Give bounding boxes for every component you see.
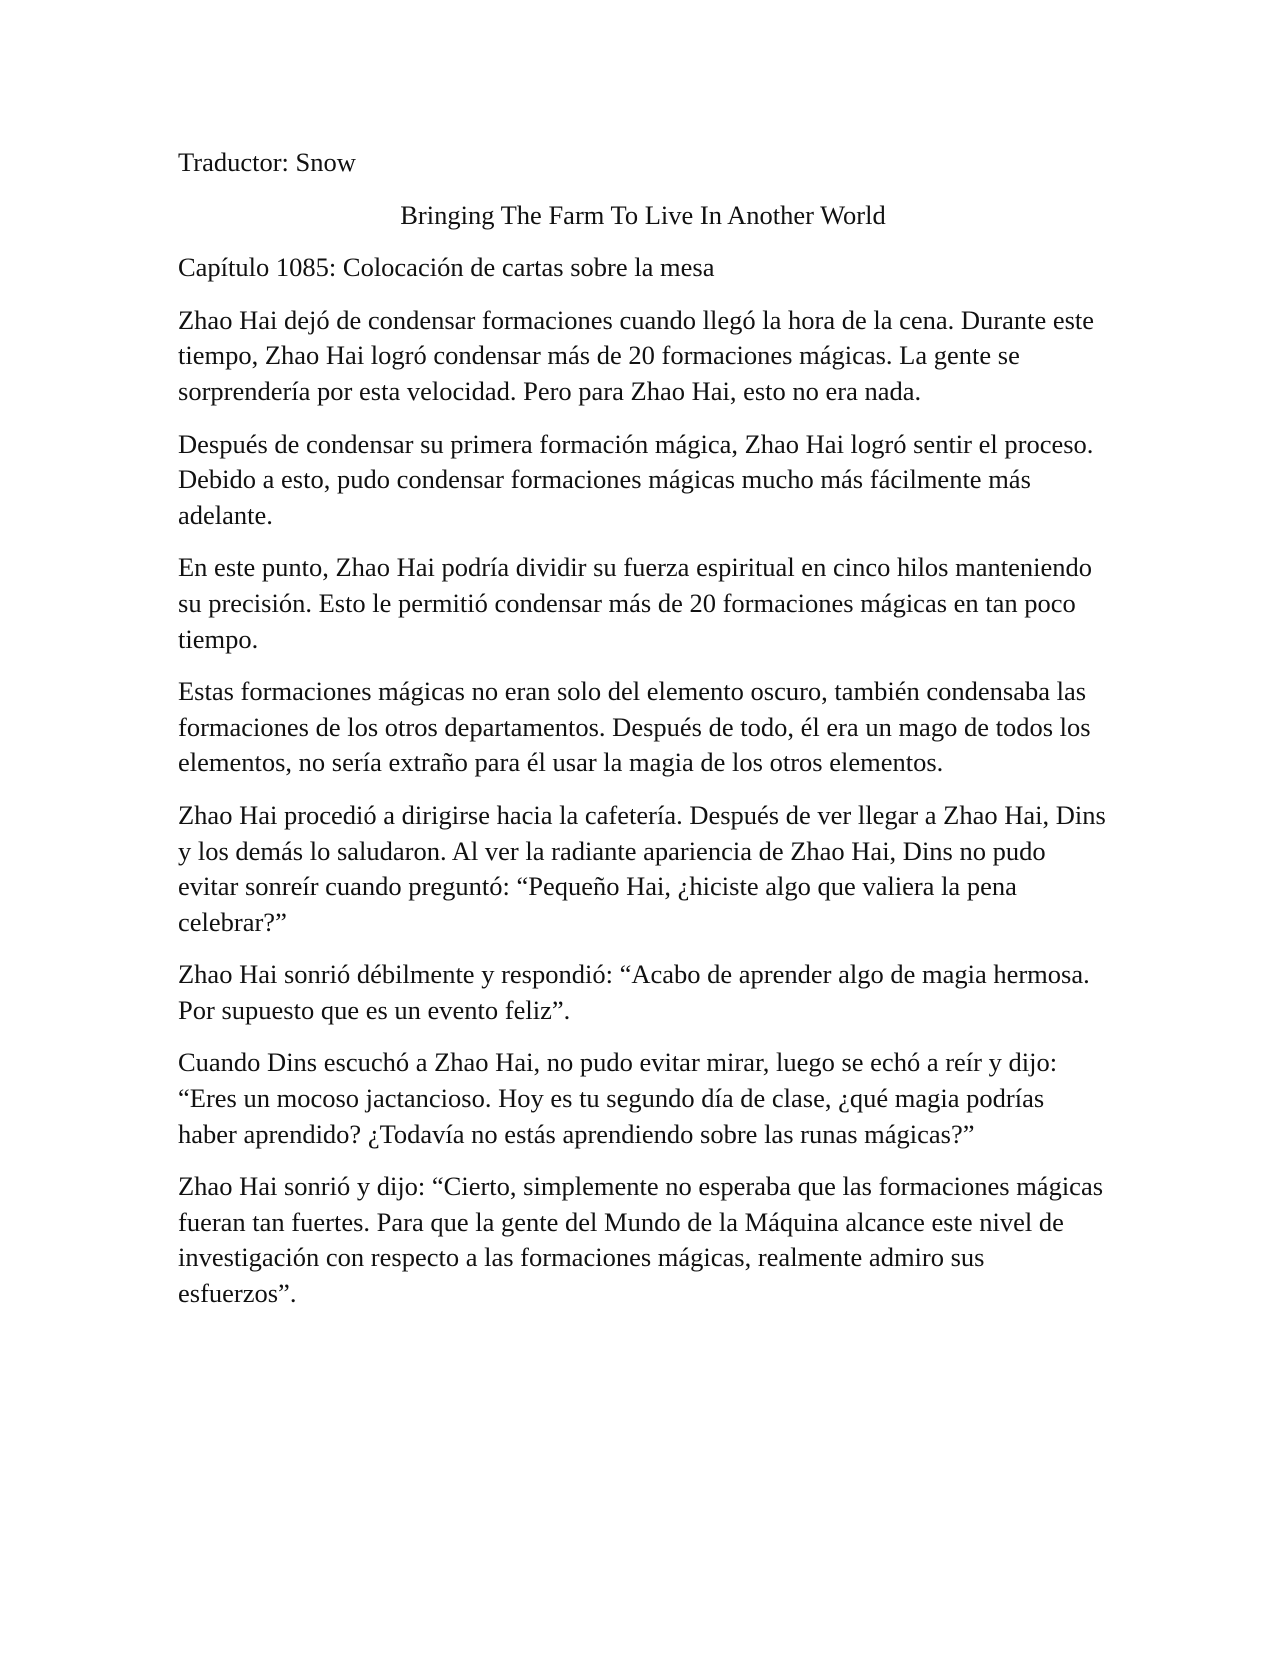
chapter-title: Capítulo 1085: Colocación de cartas sobre la mesa: [178, 252, 715, 283]
paragraph: En este punto, Zhao Hai podría dividir su fuerza espiritual en cinco hilos manteniendo su precisión. Esto le permitió condensar más de 20 formaciones mágicas en tan poco tiempo.: [178, 552, 1092, 654]
paragraph: Estas formaciones mágicas no eran solo del elemento oscuro, también condensaba las formaciones de los otros departamentos. Después de todo, él era un mago de todos los elementos, no sería extraño para él usar la magia de los otros elementos.: [178, 676, 1091, 778]
translator-credit: Traductor: Snow: [178, 147, 356, 177]
paragraph: Después de condensar su primera formación mágica, Zhao Hai logró sentir el proceso. Debido a esto, pudo condensar formaciones mágicas mucho más fácilmente más adelante.: [178, 428, 1094, 530]
document-body: [178, 145, 1108, 1329]
paragraph: Zhao Hai dejó de condensar formaciones cuando llegó la hora de la cena. Durante este tiempo, Zhao Hai logró condensar más de 20 formaciones mágicas. La gente se sorprendería por esta velocidad. Pero para Zhao Hai, esto no era nada.: [178, 304, 1095, 406]
book-title: Bringing The Farm To Live In Another World: [400, 199, 886, 230]
paragraph: Zhao Hai sonrió y dijo: “Cierto, simplemente no esperaba que las formaciones mágicas fueran tan fuertes. Para que la gente del Mundo de la Máquina alcance este nivel de investigación con respecto a las formaciones mágicas, realmente admiro sus esfuerzos”.: [178, 1171, 1104, 1309]
paragraph: Zhao Hai procedió a dirigirse hacia la cafetería. Después de ver llegar a Zhao Hai, Dins y los demás lo saludaron. Al ver la radiante apariencia de Zhao Hai, Dins no pudo evitar sonreír cuando preguntó: “Pequeño Hai, ¿hiciste algo que valiera la pena celebrar?”: [178, 799, 1106, 937]
paragraph: Cuando Dins escuchó a Zhao Hai, no pudo evitar mirar, luego se echó a reír y dijo: “Eres un mocoso jactancioso. Hoy es tu segundo día de clase, ¿qué magia podrías haber aprendido? ¿Todavía no estás aprendiendo sobre las runas mágicas?”: [178, 1047, 1058, 1149]
paragraph: Zhao Hai sonrió débilmente y respondió: “Acabo de aprender algo de magia hermosa. Por supuesto que es un evento feliz”.: [178, 959, 1090, 1025]
